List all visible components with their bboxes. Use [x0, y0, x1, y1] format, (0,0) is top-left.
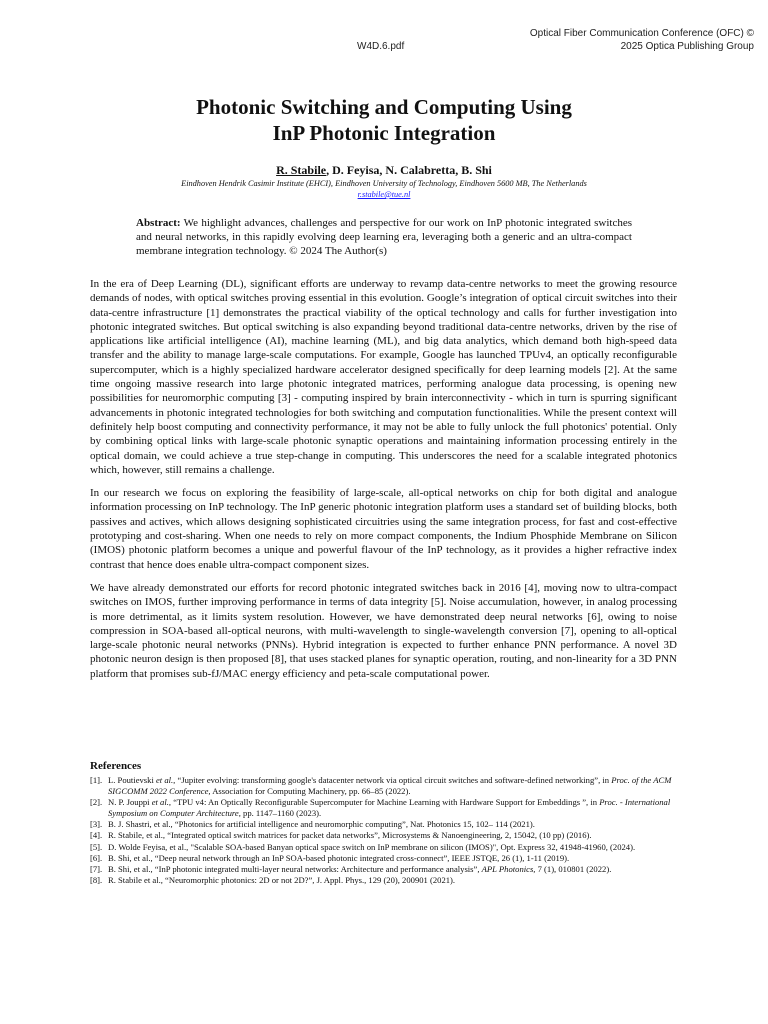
reference-number: [1]. [90, 775, 103, 785]
reference-number: [4]. [90, 830, 103, 841]
conference-line-1: Optical Fiber Communication Conference (OFC) © [529, 28, 754, 39]
reference-item [90, 842, 678, 853]
conference-line-2: 2025 Optica Publishing Group [620, 40, 754, 52]
reference-item [90, 830, 678, 841]
references-section [90, 760, 678, 887]
reference-number: [8]. [90, 875, 103, 886]
title-line-1: Photonic Switching and Computing Using [196, 95, 572, 119]
paper-title [0, 94, 768, 146]
reference-text: L. Poutievski et al., “Jupiter evolving: transforming google's datacenter network via optical circuit switches and software-defined networking”, in Proc. of the ACM SIGCOMM 2022 Conference, Association for Computing Machinery, pp. 66–85 (2022). [108, 775, 672, 796]
reference-number: [3]. [90, 819, 103, 829]
reference-text: D. Wolde Feyisa, et al., "Scalable SOA-based Banyan optical space switch on InP membrane on silicon (IMOS)", Opt. Express 32, 41948-41960, (2024). [108, 841, 636, 852]
body-text [90, 277, 677, 690]
reference-item [90, 797, 678, 818]
reference-number: [2]. [90, 797, 103, 807]
reference-text: R. Stabile et al., “Neuromorphic photonics: 2D or not 2D?”, J. Appl. Phys., 129 (20), 200901 (2021). [108, 875, 456, 886]
reference-item [90, 819, 678, 830]
reference-item [90, 853, 678, 864]
reference-item [90, 775, 678, 796]
affiliation: Eindhoven Hendrik Casimir Institute (EHCI), Eindhoven University of Technology, Eindhoven 5600 MB, The Netherlands [181, 179, 587, 188]
abstract-label: Abstract: [136, 217, 181, 229]
references-heading: References [90, 760, 142, 772]
author-list [0, 163, 768, 178]
paragraph-2: In our research we focus on exploring the feasibility of large-scale, all-optical networks on chip for both digital and analogue information processing on InP technology. The InP generic photonic integration platform uses a standard set of building blocks, both passives and actives, which allows designing sophisticated circuitries using the same integration process, for fast and cost-effective prototyping and cost-sharing. When one needs to rely on more compact components, the Indium Phosphide Membrane on Silicon (IMOS) photonic platform becomes a unique and powerful flavour of the InP technology, as it provides a higher refractive index contrast that hence does enable ultra-compact component sizes. [90, 487, 677, 571]
reference-number: [7]. [90, 864, 103, 875]
reference-text: B. Shi, et al., “Deep neural network through an InP SOA-based photonic integrated cross-connect”, IEEE JSTQE, 26 (1), 1-11 (2019). [108, 852, 570, 863]
paragraph-1: In the era of Deep Learning (DL), significant efforts are underway to revamp data-centre networks to meet the growing resource demands of nodes, with optical switches proving essential in this evolution. Google’s integration of optical circuit switches into their data-centre infrastructure [1] demonstrates the practical viability of the optical technology and calls for further investigation into photonic integrated switches. But optical switching is also expanding beyond traditional data-centre networks, driven by the rise of applications like artificial intelligence (AI), machine learning (ML), and big data analytics, which demand both high-speed data transfer and the ability to manage large-scale computations. For example, Google has launched TPUv4, an optically reconfigurable supercomputer, which is a highly specialized hardware accelerator designed specifically for deep learning models [2]. At the same time ongoing massive research into large photonic integrated matrices, performing analogue data processing, is opening new possibilities for neuromorphic computing [3] - computing inspired by brain interconnectivity - which in turn is spurring significant advancements in photonic integrated technologies for both switching and computation functionalities. While the present context will definitely help boost computing and connectivity performance, it may not be able to fully unlock the full photonics' potential. Only by combining optical links with large-scale photonic synaptic operations and maintaining information processing entirely in the optical domain, we could achieve a true step-change in computing. This underscores the need for a scalable integrated photonics which, however, still remains a challenge. [90, 278, 677, 476]
author-email-link[interactable]: r.stabile@tue.nl [357, 190, 411, 199]
corresponding-author: R. Stabile [276, 163, 327, 177]
reference-item [90, 864, 678, 875]
title-line-2: InP Photonic Integration [272, 121, 496, 145]
reference-item [90, 875, 678, 886]
abstract-text: We highlight advances, challenges and perspective for our work on InP photonic integrated switches and neural networks, in this rapidly evolving deep learning era, leveraging both a generic and an ultra-compact membrane integration technology. © 2024 The Author(s) [136, 217, 632, 257]
reference-text: R. Stabile, et al., “Integrated optical switch matrices for packet data networks”, Microsystems & Nanoengineering, 2, 15042, (10 pp) (2016). [108, 830, 592, 841]
paragraph-3: We have already demonstrated our efforts for record photonic integrated switches back in 2016 [4], moving now to ultra-compact switches on IMOS, further improving performance in terms of data integrity [5]. Noise accumulation, however, in analog processing is more detrimental, as it limits system resolution. However, we have demonstrated deep neural networks [6], owing to noise compression in SOA-based all-optical neurons, with multi-wavelength to single-wavelength conversion [7], opening to all-optical large-scale photonic neural networks (PNNs). Hybrid integration is expected to further enhance PNN performance. A novel 3D photonic neuron design is then proposed [8], that uses stacked planes for synaptic operation, routing, and non-linearity for a 3D PNN platform that promises sub-fJ/MAC energy efficiency and peta-scale computational power. [90, 581, 677, 680]
reference-text: B. Shi, et al., “InP photonic integrated multi-layer neural networks: Architecture and performance analysis”, APL Photonics, 7 (1), 010801 (2022). [108, 864, 612, 875]
reference-number: [6]. [90, 852, 103, 863]
coauthors: , D. Feyisa, N. Calabretta, B. Shi [326, 163, 492, 177]
reference-number: [5]. [90, 841, 103, 852]
paper-code: W4D.6.pdf [357, 41, 405, 52]
reference-text: B. J. Shastri, et al., “Photonics for artificial intelligence and neuromorphic computing”, Nat. Photonics 15, 102– 114 (2021). [108, 819, 535, 829]
reference-text: N. P. Jouppi et al., “TPU v4: An Optically Reconfigurable Supercomputer for Machine Learning with Hardware Support for Embeddings ”, in Proc. - International Symposium on Computer Architecture, pp. 1147–1160 (2023). [108, 797, 671, 818]
email-line [0, 190, 768, 199]
conference-header [530, 28, 754, 53]
abstract [136, 216, 632, 258]
